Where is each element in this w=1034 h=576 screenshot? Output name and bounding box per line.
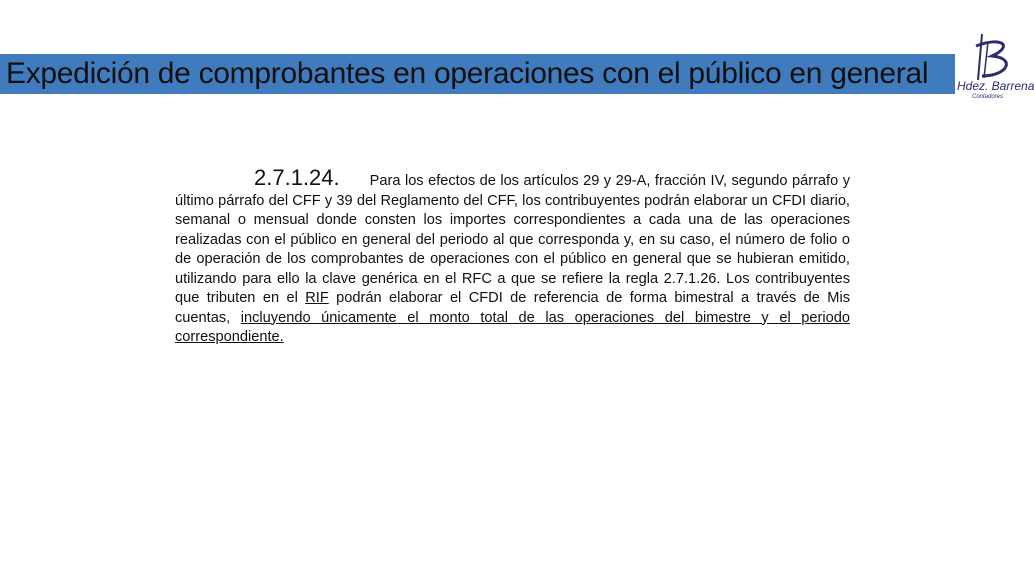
rule-paragraph [175,165,851,348]
slide-title: Expedición de comprobantes en operaciones con el público en general [6,57,929,90]
company-logo [952,32,1034,122]
rule-number: 2.7.1.24. [254,165,340,190]
logo-subtitle: Contadores [972,94,1004,100]
hb-monogram-icon [962,32,1018,84]
logo-name: Hdez. Barrena [957,79,1034,93]
rule-text-part2: podrán elaborar el CFDI de referencia de forma bimestral a través de Mis cuentas, [175,290,851,326]
rule-text-part1: Para los efectos de los artículos 29 y 29-A, fracción IV, segundo párrafo y último párrafo del CFF y 39 del Reglamento del CFF, los contribuyentes podrán elaborar un CFDI diario, semanal o mensual donde consten los importes correspondientes a cada una de las operaciones realizadas con el público en general del periodo al que corresponda y, en su caso, el número de folio o de operación de los comprobantes de operaciones con el público en general que se hubieran emitido, utilizando para ello la clave genérica en el RFC a que se refiere la regla 2.7.1.26. Los contribuyentes que tributen en el [175,173,850,306]
rule-text-underlined: incluyendo únicamente el monto total de las operaciones del bimestre y el periodo correspondiente. [175,309,850,345]
rif-term: RIF [305,290,329,306]
